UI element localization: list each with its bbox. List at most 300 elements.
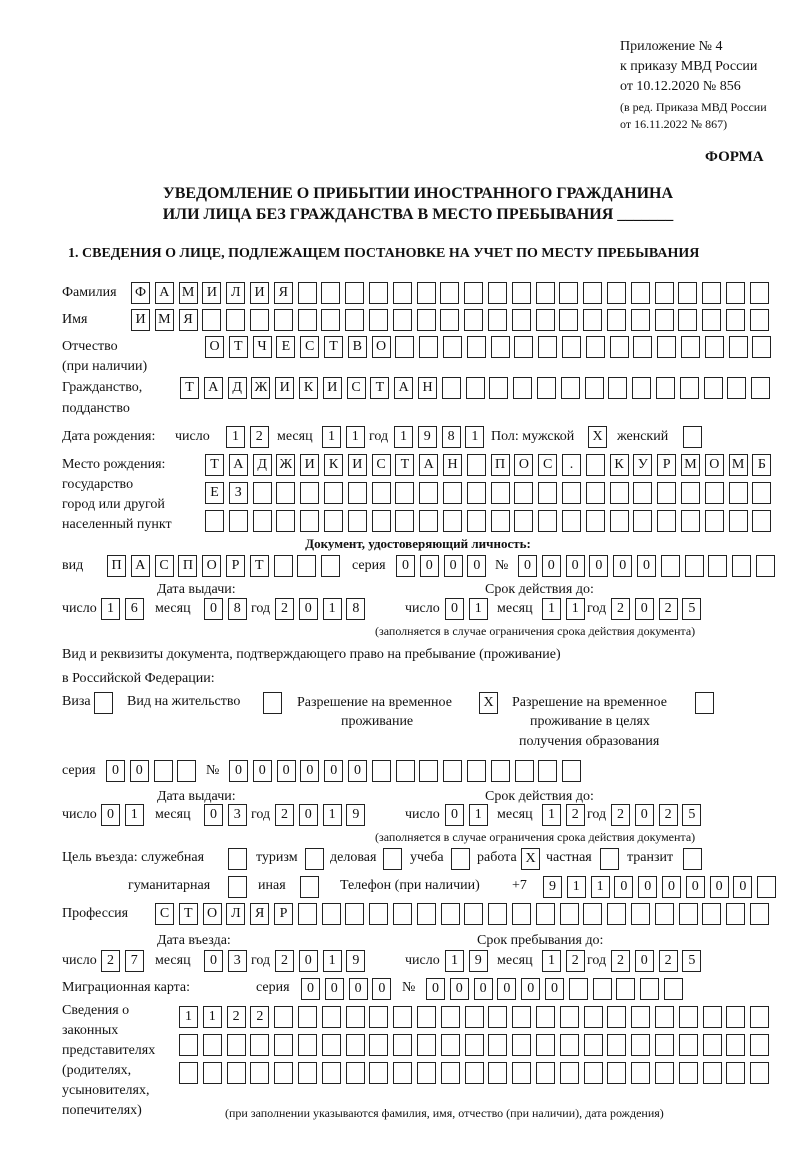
char-cell[interactable] bbox=[750, 309, 769, 331]
char-cell[interactable]: 1 bbox=[445, 950, 464, 972]
char-cell[interactable] bbox=[465, 1034, 484, 1056]
char-cell[interactable]: 9 bbox=[543, 876, 562, 898]
char-cell[interactable] bbox=[274, 1034, 293, 1056]
char-cell[interactable]: 6 bbox=[125, 598, 144, 620]
char-cell[interactable] bbox=[179, 1034, 198, 1056]
char-cell[interactable] bbox=[537, 377, 556, 399]
char-cell[interactable]: М bbox=[681, 454, 700, 476]
char-cell[interactable] bbox=[680, 377, 699, 399]
char-cell[interactable] bbox=[752, 482, 771, 504]
char-cell[interactable]: 2 bbox=[101, 950, 120, 972]
char-cell[interactable] bbox=[440, 309, 459, 331]
char-cell[interactable]: 3 bbox=[228, 804, 247, 826]
char-cell[interactable]: Т bbox=[324, 336, 343, 358]
char-cell[interactable] bbox=[607, 903, 626, 925]
char-cell[interactable]: 0 bbox=[613, 555, 632, 577]
char-cell[interactable]: 2 bbox=[250, 1006, 269, 1028]
char-cell[interactable]: 0 bbox=[348, 760, 367, 782]
char-cell[interactable] bbox=[514, 510, 533, 532]
char-cell[interactable] bbox=[708, 555, 727, 577]
char-cell[interactable] bbox=[393, 1034, 412, 1056]
char-cell[interactable] bbox=[321, 555, 340, 577]
char-cell[interactable] bbox=[372, 482, 391, 504]
char-cell[interactable]: 0 bbox=[638, 876, 657, 898]
char-cell[interactable] bbox=[607, 309, 626, 331]
char-cell[interactable]: М bbox=[729, 454, 748, 476]
char-cell[interactable]: 0 bbox=[204, 804, 223, 826]
char-cell[interactable] bbox=[536, 903, 555, 925]
char-cell[interactable]: Н bbox=[443, 454, 462, 476]
char-cell[interactable] bbox=[322, 1034, 341, 1056]
char-cell[interactable] bbox=[655, 1062, 674, 1084]
char-cell[interactable] bbox=[679, 1006, 698, 1028]
char-cell[interactable]: 1 bbox=[566, 598, 585, 620]
char-cell[interactable]: 0 bbox=[635, 598, 654, 620]
char-cell[interactable] bbox=[417, 309, 436, 331]
char-cell[interactable]: П bbox=[178, 555, 197, 577]
char-cell[interactable] bbox=[345, 903, 364, 925]
char-cell[interactable] bbox=[441, 1006, 460, 1028]
char-cell[interactable] bbox=[441, 1034, 460, 1056]
char-cell[interactable] bbox=[750, 1006, 769, 1028]
char-cell[interactable]: 0 bbox=[710, 876, 729, 898]
char-cell[interactable] bbox=[203, 1062, 222, 1084]
char-cell[interactable] bbox=[488, 309, 507, 331]
char-cell[interactable]: И bbox=[300, 454, 319, 476]
char-cell[interactable] bbox=[512, 903, 531, 925]
char-cell[interactable] bbox=[560, 1062, 579, 1084]
char-cell[interactable]: 0 bbox=[467, 555, 486, 577]
char-cell[interactable] bbox=[633, 510, 652, 532]
char-cell[interactable]: 2 bbox=[659, 804, 678, 826]
char-cell[interactable] bbox=[726, 1034, 745, 1056]
char-cell[interactable]: 8 bbox=[228, 598, 247, 620]
char-cell[interactable]: 0 bbox=[445, 598, 464, 620]
char-cell[interactable] bbox=[610, 336, 629, 358]
char-cell[interactable] bbox=[417, 1006, 436, 1028]
char-cell[interactable]: 0 bbox=[299, 598, 318, 620]
char-cell[interactable] bbox=[442, 377, 461, 399]
char-cell[interactable] bbox=[679, 903, 698, 925]
char-cell[interactable] bbox=[346, 1034, 365, 1056]
char-cell[interactable]: Т bbox=[395, 454, 414, 476]
char-cell[interactable]: 2 bbox=[611, 598, 630, 620]
char-cell[interactable]: 1 bbox=[203, 1006, 222, 1028]
char-cell[interactable]: 0 bbox=[635, 804, 654, 826]
char-cell[interactable] bbox=[631, 903, 650, 925]
char-cell[interactable] bbox=[586, 336, 605, 358]
char-cell[interactable]: 0 bbox=[733, 876, 752, 898]
char-cell[interactable]: 0 bbox=[420, 555, 439, 577]
char-cell[interactable]: 8 bbox=[346, 598, 365, 620]
char-cell[interactable] bbox=[515, 760, 534, 782]
char-cell[interactable] bbox=[395, 482, 414, 504]
char-cell[interactable]: О bbox=[514, 454, 533, 476]
char-cell[interactable]: К bbox=[324, 454, 343, 476]
char-cell[interactable]: 0 bbox=[277, 760, 296, 782]
char-cell[interactable]: 0 bbox=[445, 804, 464, 826]
checkbox[interactable] bbox=[263, 692, 282, 714]
char-cell[interactable]: 1 bbox=[542, 598, 561, 620]
char-cell[interactable]: 5 bbox=[682, 804, 701, 826]
char-cell[interactable] bbox=[369, 1006, 388, 1028]
char-cell[interactable]: 0 bbox=[299, 950, 318, 972]
char-cell[interactable] bbox=[345, 282, 364, 304]
char-cell[interactable]: 0 bbox=[229, 760, 248, 782]
char-cell[interactable]: А bbox=[204, 377, 223, 399]
char-cell[interactable] bbox=[536, 282, 555, 304]
char-cell[interactable] bbox=[276, 510, 295, 532]
char-cell[interactable]: 0 bbox=[130, 760, 149, 782]
char-cell[interactable]: 1 bbox=[469, 804, 488, 826]
char-cell[interactable] bbox=[726, 1006, 745, 1028]
checkbox[interactable] bbox=[683, 426, 702, 448]
char-cell[interactable] bbox=[488, 1062, 507, 1084]
char-cell[interactable]: 2 bbox=[275, 598, 294, 620]
char-cell[interactable]: П bbox=[107, 555, 126, 577]
char-cell[interactable] bbox=[729, 482, 748, 504]
char-cell[interactable] bbox=[586, 510, 605, 532]
char-cell[interactable] bbox=[298, 309, 317, 331]
char-cell[interactable] bbox=[726, 282, 745, 304]
char-cell[interactable] bbox=[419, 510, 438, 532]
char-cell[interactable] bbox=[610, 510, 629, 532]
char-cell[interactable] bbox=[253, 510, 272, 532]
char-cell[interactable] bbox=[488, 282, 507, 304]
char-cell[interactable] bbox=[561, 377, 580, 399]
char-cell[interactable]: К bbox=[299, 377, 318, 399]
char-cell[interactable]: Р bbox=[226, 555, 245, 577]
char-cell[interactable] bbox=[640, 978, 659, 1000]
char-cell[interactable]: 0 bbox=[301, 978, 320, 1000]
char-cell[interactable] bbox=[583, 903, 602, 925]
char-cell[interactable] bbox=[250, 1034, 269, 1056]
checkbox[interactable] bbox=[94, 692, 113, 714]
checkbox[interactable] bbox=[600, 848, 619, 870]
char-cell[interactable] bbox=[607, 1062, 626, 1084]
char-cell[interactable] bbox=[369, 1034, 388, 1056]
char-cell[interactable] bbox=[467, 760, 486, 782]
char-cell[interactable] bbox=[655, 282, 674, 304]
char-cell[interactable] bbox=[514, 482, 533, 504]
char-cell[interactable] bbox=[396, 760, 415, 782]
char-cell[interactable]: И bbox=[323, 377, 342, 399]
checkbox[interactable] bbox=[300, 876, 319, 898]
char-cell[interactable] bbox=[348, 510, 367, 532]
char-cell[interactable] bbox=[631, 1034, 650, 1056]
char-cell[interactable] bbox=[419, 482, 438, 504]
char-cell[interactable] bbox=[491, 336, 510, 358]
char-cell[interactable] bbox=[464, 903, 483, 925]
char-cell[interactable] bbox=[750, 282, 769, 304]
char-cell[interactable]: И bbox=[202, 282, 221, 304]
char-cell[interactable]: А bbox=[419, 454, 438, 476]
char-cell[interactable] bbox=[324, 510, 343, 532]
char-cell[interactable] bbox=[274, 1006, 293, 1028]
char-cell[interactable] bbox=[751, 377, 770, 399]
char-cell[interactable]: П bbox=[491, 454, 510, 476]
char-cell[interactable]: У bbox=[633, 454, 652, 476]
char-cell[interactable]: М bbox=[179, 282, 198, 304]
char-cell[interactable]: Я bbox=[250, 903, 269, 925]
char-cell[interactable] bbox=[300, 510, 319, 532]
char-cell[interactable] bbox=[685, 555, 704, 577]
char-cell[interactable] bbox=[631, 1062, 650, 1084]
char-cell[interactable] bbox=[467, 482, 486, 504]
char-cell[interactable]: 0 bbox=[101, 804, 120, 826]
char-cell[interactable] bbox=[656, 377, 675, 399]
char-cell[interactable]: 1 bbox=[101, 598, 120, 620]
char-cell[interactable] bbox=[464, 309, 483, 331]
char-cell[interactable] bbox=[657, 336, 676, 358]
char-cell[interactable] bbox=[443, 336, 462, 358]
char-cell[interactable] bbox=[702, 282, 721, 304]
char-cell[interactable] bbox=[417, 282, 436, 304]
char-cell[interactable] bbox=[250, 1062, 269, 1084]
char-cell[interactable] bbox=[583, 282, 602, 304]
char-cell[interactable] bbox=[488, 1034, 507, 1056]
char-cell[interactable]: 0 bbox=[614, 876, 633, 898]
char-cell[interactable]: 0 bbox=[372, 978, 391, 1000]
char-cell[interactable] bbox=[703, 1062, 722, 1084]
char-cell[interactable] bbox=[593, 978, 612, 1000]
char-cell[interactable] bbox=[610, 482, 629, 504]
char-cell[interactable] bbox=[491, 482, 510, 504]
char-cell[interactable]: С bbox=[300, 336, 319, 358]
char-cell[interactable] bbox=[536, 1034, 555, 1056]
char-cell[interactable]: Я bbox=[274, 282, 293, 304]
char-cell[interactable] bbox=[467, 454, 486, 476]
char-cell[interactable] bbox=[465, 1062, 484, 1084]
char-cell[interactable] bbox=[631, 1006, 650, 1028]
char-cell[interactable]: И bbox=[348, 454, 367, 476]
char-cell[interactable] bbox=[227, 1062, 246, 1084]
char-cell[interactable] bbox=[586, 482, 605, 504]
char-cell[interactable]: 0 bbox=[426, 978, 445, 1000]
char-cell[interactable] bbox=[538, 510, 557, 532]
char-cell[interactable] bbox=[346, 1006, 365, 1028]
char-cell[interactable]: 5 bbox=[682, 950, 701, 972]
char-cell[interactable]: Ф bbox=[131, 282, 150, 304]
char-cell[interactable] bbox=[443, 482, 462, 504]
char-cell[interactable]: А bbox=[229, 454, 248, 476]
char-cell[interactable] bbox=[559, 309, 578, 331]
char-cell[interactable] bbox=[464, 282, 483, 304]
char-cell[interactable] bbox=[300, 482, 319, 504]
char-cell[interactable] bbox=[250, 309, 269, 331]
char-cell[interactable] bbox=[583, 309, 602, 331]
char-cell[interactable] bbox=[655, 1034, 674, 1056]
char-cell[interactable]: 2 bbox=[275, 804, 294, 826]
char-cell[interactable] bbox=[369, 1062, 388, 1084]
char-cell[interactable] bbox=[393, 1062, 412, 1084]
char-cell[interactable]: О bbox=[203, 903, 222, 925]
char-cell[interactable]: 0 bbox=[589, 555, 608, 577]
char-cell[interactable] bbox=[657, 510, 676, 532]
char-cell[interactable] bbox=[154, 760, 173, 782]
char-cell[interactable] bbox=[705, 510, 724, 532]
char-cell[interactable] bbox=[562, 482, 581, 504]
char-cell[interactable]: 0 bbox=[204, 598, 223, 620]
char-cell[interactable]: 9 bbox=[418, 426, 437, 448]
char-cell[interactable] bbox=[512, 309, 531, 331]
char-cell[interactable] bbox=[369, 282, 388, 304]
char-cell[interactable] bbox=[466, 377, 485, 399]
char-cell[interactable]: 0 bbox=[444, 555, 463, 577]
char-cell[interactable]: Н bbox=[418, 377, 437, 399]
char-cell[interactable]: 0 bbox=[686, 876, 705, 898]
char-cell[interactable]: Е bbox=[276, 336, 295, 358]
char-cell[interactable] bbox=[633, 336, 652, 358]
char-cell[interactable] bbox=[467, 336, 486, 358]
char-cell[interactable]: 7 bbox=[125, 950, 144, 972]
char-cell[interactable] bbox=[346, 1062, 365, 1084]
char-cell[interactable]: К bbox=[610, 454, 629, 476]
char-cell[interactable]: М bbox=[155, 309, 174, 331]
char-cell[interactable]: 0 bbox=[662, 876, 681, 898]
char-cell[interactable]: Ж bbox=[276, 454, 295, 476]
char-cell[interactable]: 1 bbox=[323, 598, 342, 620]
char-cell[interactable]: О bbox=[705, 454, 724, 476]
char-cell[interactable] bbox=[607, 1006, 626, 1028]
char-cell[interactable] bbox=[226, 309, 245, 331]
char-cell[interactable] bbox=[655, 1006, 674, 1028]
char-cell[interactable]: Б bbox=[752, 454, 771, 476]
char-cell[interactable]: З bbox=[229, 482, 248, 504]
char-cell[interactable]: И bbox=[250, 282, 269, 304]
char-cell[interactable]: 0 bbox=[325, 978, 344, 1000]
char-cell[interactable] bbox=[585, 377, 604, 399]
char-cell[interactable] bbox=[393, 1006, 412, 1028]
char-cell[interactable] bbox=[417, 1034, 436, 1056]
char-cell[interactable]: 1 bbox=[465, 426, 484, 448]
char-cell[interactable] bbox=[705, 482, 724, 504]
char-cell[interactable]: С bbox=[347, 377, 366, 399]
char-cell[interactable] bbox=[655, 903, 674, 925]
char-cell[interactable] bbox=[322, 1062, 341, 1084]
char-cell[interactable] bbox=[489, 377, 508, 399]
char-cell[interactable] bbox=[633, 482, 652, 504]
char-cell[interactable] bbox=[322, 1006, 341, 1028]
char-cell[interactable]: 0 bbox=[253, 760, 272, 782]
char-cell[interactable] bbox=[298, 1006, 317, 1028]
char-cell[interactable]: Р bbox=[657, 454, 676, 476]
char-cell[interactable] bbox=[726, 309, 745, 331]
char-cell[interactable] bbox=[512, 1034, 531, 1056]
char-cell[interactable] bbox=[512, 1006, 531, 1028]
char-cell[interactable]: О bbox=[372, 336, 391, 358]
char-cell[interactable] bbox=[681, 482, 700, 504]
char-cell[interactable] bbox=[491, 760, 510, 782]
char-cell[interactable] bbox=[703, 1006, 722, 1028]
checkbox[interactable] bbox=[683, 848, 702, 870]
char-cell[interactable]: 2 bbox=[659, 598, 678, 620]
char-cell[interactable]: 1 bbox=[567, 876, 586, 898]
char-cell[interactable]: А bbox=[131, 555, 150, 577]
char-cell[interactable] bbox=[538, 482, 557, 504]
char-cell[interactable]: А bbox=[155, 282, 174, 304]
char-cell[interactable] bbox=[419, 336, 438, 358]
char-cell[interactable]: Т bbox=[250, 555, 269, 577]
char-cell[interactable] bbox=[372, 510, 391, 532]
char-cell[interactable] bbox=[202, 309, 221, 331]
char-cell[interactable]: 0 bbox=[299, 804, 318, 826]
char-cell[interactable] bbox=[395, 510, 414, 532]
char-cell[interactable]: 1 bbox=[469, 598, 488, 620]
char-cell[interactable]: 1 bbox=[226, 426, 245, 448]
char-cell[interactable] bbox=[441, 1062, 460, 1084]
char-cell[interactable]: 8 bbox=[442, 426, 461, 448]
char-cell[interactable] bbox=[608, 377, 627, 399]
checkbox[interactable]: X bbox=[588, 426, 607, 448]
char-cell[interactable] bbox=[586, 454, 605, 476]
char-cell[interactable] bbox=[616, 978, 635, 1000]
char-cell[interactable] bbox=[369, 903, 388, 925]
char-cell[interactable]: Р bbox=[274, 903, 293, 925]
char-cell[interactable] bbox=[513, 377, 532, 399]
char-cell[interactable] bbox=[514, 336, 533, 358]
char-cell[interactable] bbox=[750, 1034, 769, 1056]
char-cell[interactable] bbox=[274, 555, 293, 577]
checkbox[interactable]: X bbox=[521, 848, 540, 870]
char-cell[interactable] bbox=[679, 1062, 698, 1084]
char-cell[interactable]: 0 bbox=[521, 978, 540, 1000]
char-cell[interactable]: 1 bbox=[323, 804, 342, 826]
char-cell[interactable] bbox=[757, 876, 776, 898]
char-cell[interactable]: 3 bbox=[228, 950, 247, 972]
char-cell[interactable]: Ч bbox=[253, 336, 272, 358]
char-cell[interactable] bbox=[752, 510, 771, 532]
char-cell[interactable] bbox=[664, 978, 683, 1000]
char-cell[interactable] bbox=[538, 336, 557, 358]
char-cell[interactable] bbox=[678, 282, 697, 304]
char-cell[interactable]: 1 bbox=[323, 950, 342, 972]
char-cell[interactable]: 2 bbox=[227, 1006, 246, 1028]
char-cell[interactable]: Т bbox=[370, 377, 389, 399]
char-cell[interactable]: Т bbox=[179, 903, 198, 925]
char-cell[interactable]: В bbox=[348, 336, 367, 358]
char-cell[interactable] bbox=[369, 309, 388, 331]
char-cell[interactable]: И bbox=[131, 309, 150, 331]
char-cell[interactable]: А bbox=[394, 377, 413, 399]
checkbox[interactable] bbox=[305, 848, 324, 870]
char-cell[interactable]: 1 bbox=[125, 804, 144, 826]
char-cell[interactable] bbox=[321, 282, 340, 304]
char-cell[interactable] bbox=[177, 760, 196, 782]
char-cell[interactable] bbox=[536, 1062, 555, 1084]
char-cell[interactable] bbox=[584, 1006, 603, 1028]
char-cell[interactable]: 1 bbox=[322, 426, 341, 448]
char-cell[interactable] bbox=[569, 978, 588, 1000]
char-cell[interactable]: 5 bbox=[682, 598, 701, 620]
char-cell[interactable]: 2 bbox=[566, 804, 585, 826]
char-cell[interactable] bbox=[179, 1062, 198, 1084]
char-cell[interactable] bbox=[631, 309, 650, 331]
char-cell[interactable] bbox=[229, 510, 248, 532]
char-cell[interactable] bbox=[393, 282, 412, 304]
char-cell[interactable] bbox=[562, 760, 581, 782]
char-cell[interactable] bbox=[536, 309, 555, 331]
char-cell[interactable] bbox=[298, 1034, 317, 1056]
char-cell[interactable]: 0 bbox=[300, 760, 319, 782]
char-cell[interactable] bbox=[562, 510, 581, 532]
char-cell[interactable]: 9 bbox=[346, 950, 365, 972]
char-cell[interactable] bbox=[562, 336, 581, 358]
char-cell[interactable] bbox=[512, 1062, 531, 1084]
char-cell[interactable] bbox=[443, 510, 462, 532]
char-cell[interactable] bbox=[705, 336, 724, 358]
checkbox[interactable] bbox=[228, 848, 247, 870]
